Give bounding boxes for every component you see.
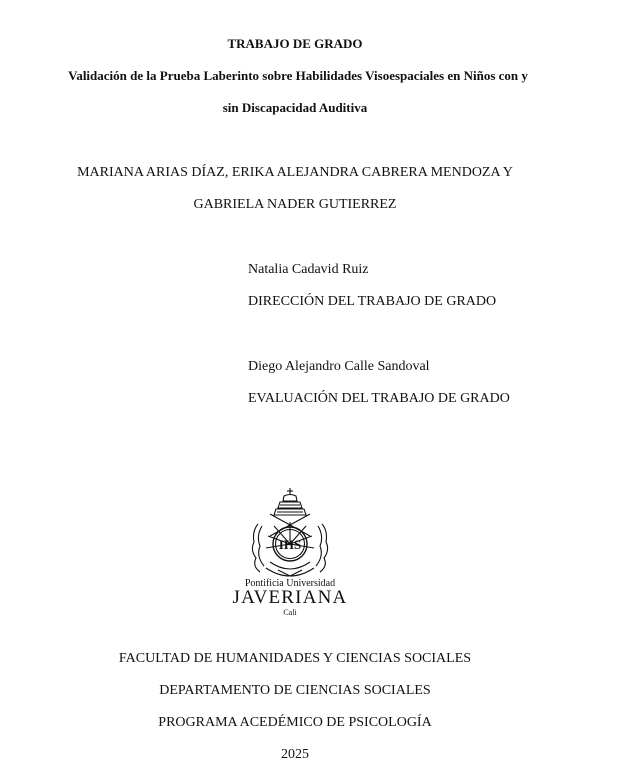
logo-line-2: JAVERIANA [232, 587, 348, 608]
director-name: Natalia Cadavid Ruiz [248, 262, 369, 277]
crest-icon [252, 488, 327, 576]
department-line: DEPARTAMENTO DE CIENCIAS SOCIALES [159, 683, 431, 698]
authors-line-2: GABRIELA NADER GUTIERREZ [193, 197, 397, 212]
director-role: DIRECCIÓN DEL TRABAJO DE GRADO [248, 294, 497, 309]
logo-monogram: IHS [278, 537, 302, 552]
university-logo [230, 486, 350, 620]
authors-line-1: MARIANA ARIAS DÍAZ, ERIKA ALEJANDRA CABRERA MENDOZA Y [77, 165, 513, 180]
evaluator-role: EVALUACIÓN DEL TRABAJO DE GRADO [248, 391, 510, 406]
title-line-2: sin Discapacidad Auditiva [222, 100, 368, 115]
faculty-line: FACULTAD DE HUMANIDADES Y CIENCIAS SOCIALES [118, 651, 472, 666]
program-line: PROGRAMA ACEDÉMICO DE PSICOLOGÍA [158, 715, 432, 730]
logo-line-3: Cali [283, 608, 297, 617]
title-line-1: Validación de la Prueba Laberinto sobre Habilidades Visoespaciales en Niños con y [68, 68, 528, 83]
year-line: 2025 [281, 747, 309, 762]
document-heading: TRABAJO DE GRADO [227, 36, 363, 51]
evaluator-name: Diego Alejandro Calle Sandoval [248, 359, 430, 374]
logo-line-1: Pontificia Universidad [244, 578, 336, 589]
